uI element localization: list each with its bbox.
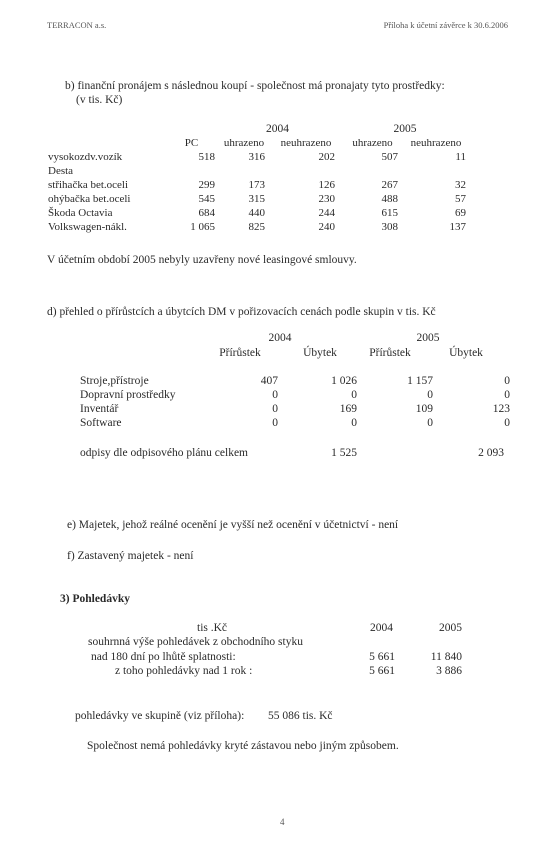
cell-pc — [168, 165, 215, 179]
cell-pc: 684 — [198, 207, 215, 219]
col-pc: PC — [184, 137, 199, 149]
table-row — [80, 403, 510, 417]
assets-table — [80, 375, 510, 431]
cell-paid-2005 — [339, 165, 406, 179]
cell-paid-2005: 267 — [381, 179, 398, 191]
page-number: 4 — [280, 817, 285, 827]
cell-unpaid-2004 — [273, 165, 339, 179]
cell-paid-2004 — [215, 165, 273, 179]
col-decrease-2005: Úbytek — [449, 347, 483, 359]
receivables-over-1y-label: z toho pohledávky nad 1 rok : — [115, 665, 253, 677]
cell-paid-2004: 440 — [248, 207, 265, 219]
table-row — [80, 375, 510, 389]
attachment-title: Příloha k účetní závěrce k 30.6.2006 — [383, 20, 508, 30]
row-name: Stroje,přístroje — [80, 375, 149, 387]
cell-dec-2004: 0 — [351, 417, 357, 429]
col-unpaid-2005: neuhrazeno — [410, 137, 462, 149]
cell-unpaid-2005: 57 — [455, 193, 466, 205]
cell-unpaid-2005 — [406, 165, 466, 179]
row-name: ohýbačka bet.oceli — [48, 193, 131, 205]
receivables-overdue-2004: 5 661 — [369, 651, 395, 663]
cell-paid-2005: 615 — [381, 207, 398, 219]
col-decrease-2004: Úbytek — [303, 347, 337, 359]
receivables-year-2004: 2004 — [370, 622, 393, 634]
cell-paid-2005: 488 — [381, 193, 398, 205]
col-increase-2004: Přírůstek — [219, 347, 261, 359]
cell-paid-2005: 507 — [381, 151, 398, 163]
cell-dec-2005: 0 — [504, 375, 510, 387]
cell-paid-2004: 825 — [248, 221, 265, 233]
cell-paid-2005: 308 — [381, 221, 398, 233]
cell-unpaid-2004: 244 — [318, 207, 335, 219]
cell-unpaid-2004: 126 — [318, 179, 335, 191]
lease-year-2004: 2004 — [266, 123, 289, 135]
cell-paid-2004: 315 — [248, 193, 265, 205]
table-row — [48, 179, 466, 193]
cell-unpaid-2004: 202 — [318, 151, 335, 163]
assets-year-2004: 2004 — [268, 332, 292, 344]
group-receivables-label: pohledávky ve skupině (viz příloha): — [75, 710, 245, 722]
cell-dec-2004: 169 — [339, 403, 357, 415]
table-row — [48, 151, 466, 165]
row-name: vysokozdv.vozík — [48, 151, 123, 163]
row-name: střihačka bet.oceli — [48, 179, 129, 191]
table-row — [48, 165, 466, 179]
cell-dec-2005: 0 — [504, 389, 510, 401]
cell-unpaid-2005: 69 — [455, 207, 466, 219]
cell-dec-2004: 1 026 — [331, 375, 357, 387]
cell-paid-2004: 316 — [248, 151, 265, 163]
cell-inc-2004: 0 — [272, 389, 278, 401]
cell-inc-2005: 0 — [427, 417, 433, 429]
col-paid-2004: uhrazeno — [223, 137, 265, 149]
table-row — [48, 207, 466, 221]
cell-dec-2004: 0 — [351, 389, 357, 401]
receivables-over-1y-2004: 5 661 — [369, 665, 395, 677]
row-name: Dopravní prostředky — [80, 389, 176, 401]
group-receivables-value: 55 086 tis. Kč — [268, 710, 333, 722]
cell-dec-2005: 0 — [504, 417, 510, 429]
receivables-unit: tis .Kč — [197, 622, 228, 634]
cell-inc-2004: 0 — [272, 403, 278, 415]
section-e-text: e) Majetek, jehož reálné ocenění je vyšší než ocenění v účetnictví - není — [67, 519, 399, 531]
row-name: Desta — [48, 165, 74, 177]
col-unpaid-2004: neuhrazeno — [280, 137, 332, 149]
row-name: Software — [80, 417, 122, 429]
row-name: Škoda Octavia — [48, 207, 113, 219]
leasing-note: V účetním období 2005 nebyly uzavřeny nové leasingové smlouvy. — [47, 254, 357, 266]
cell-unpaid-2005: 32 — [455, 179, 466, 191]
col-paid-2005: uhrazeno — [352, 137, 393, 149]
cell-inc-2005: 0 — [427, 389, 433, 401]
receivables-overdue-2005: 11 840 — [430, 651, 462, 663]
collateral-note: Společnost nemá pohledávky kryté zástavou nebo jiným způsobem. — [87, 740, 399, 752]
section-b-unit: (v tis. Kč) — [76, 94, 123, 106]
row-name: Volkswagen-nákl. — [48, 221, 127, 233]
receivables-over-1y-2005: 3 886 — [436, 665, 462, 677]
cell-inc-2005: 1 157 — [407, 375, 433, 387]
cell-pc: 1 065 — [190, 221, 215, 233]
section-3-title: 3) Pohledávky — [60, 593, 130, 605]
cell-dec-2005: 123 — [492, 403, 510, 415]
assets-year-2005: 2005 — [416, 332, 440, 344]
table-row — [48, 221, 466, 235]
table-row — [80, 389, 510, 403]
cell-inc-2005: 109 — [415, 403, 433, 415]
table-row — [80, 417, 510, 431]
cell-pc: 299 — [198, 179, 215, 191]
row-name: Inventář — [80, 403, 119, 415]
cell-pc: 518 — [198, 151, 215, 163]
depreciation-2004: 1 525 — [331, 447, 357, 459]
receivables-year-2005: 2005 — [439, 622, 462, 634]
cell-inc-2004: 0 — [272, 417, 278, 429]
section-f-text: f) Zastavený majetek - není — [67, 550, 194, 562]
company-name: TERRACON a.s. — [47, 20, 107, 30]
section-d-title: d) přehled o přírůstcích a úbytcích DM v pořizovacích cenách podle skupin v tis. Kč — [47, 306, 436, 318]
receivables-overdue-label: nad 180 dní po lhůtě splatnosti: — [91, 651, 236, 663]
cell-unpaid-2004: 230 — [318, 193, 335, 205]
lease-header-row — [48, 137, 466, 151]
cell-unpaid-2005: 137 — [449, 221, 466, 233]
receivables-total-label: souhrnná výše pohledávek z obchodního styku — [88, 636, 303, 648]
cell-inc-2004: 407 — [260, 375, 278, 387]
depreciation-2005: 2 093 — [478, 447, 504, 459]
cell-pc: 545 — [198, 193, 215, 205]
table-row — [48, 193, 466, 207]
lease-year-2005: 2005 — [393, 123, 417, 135]
cell-paid-2004: 173 — [248, 179, 265, 191]
lease-table — [48, 137, 466, 235]
section-b-title: b) finanční pronájem s následnou koupí - společnost má pronajaty tyto prostředky: — [65, 80, 445, 92]
col-increase-2005: Přírůstek — [369, 347, 411, 359]
cell-unpaid-2004: 240 — [318, 221, 335, 233]
cell-unpaid-2005: 11 — [455, 151, 466, 163]
depreciation-label: odpisy dle odpisového plánu celkem — [80, 447, 248, 459]
